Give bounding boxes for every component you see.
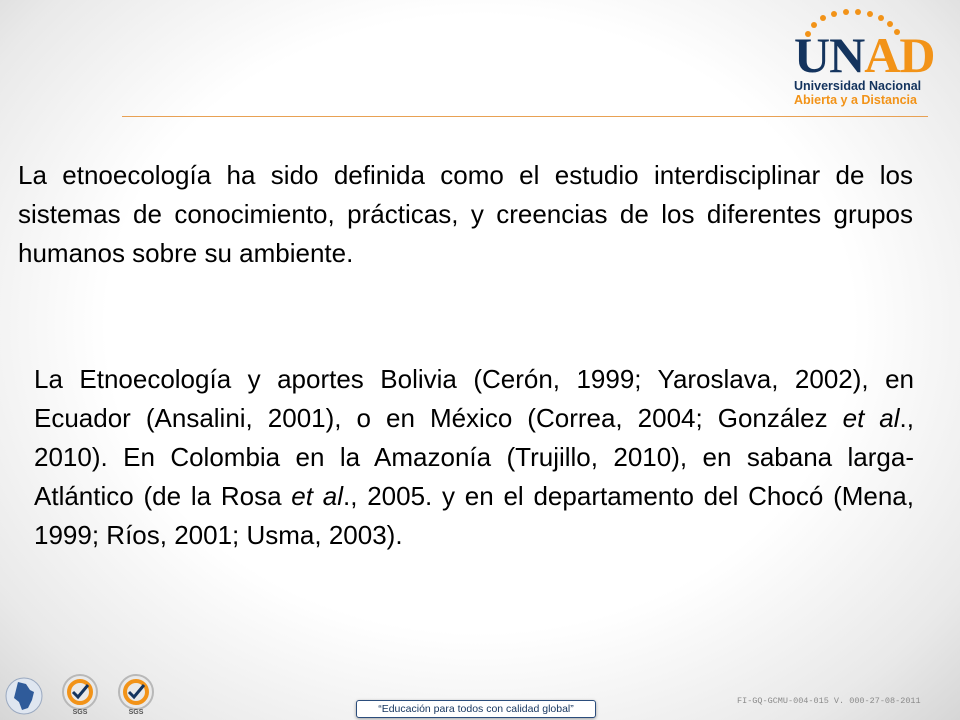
svg-text:SGS: SGS — [128, 709, 144, 716]
sgs-certification-seal-icon — [114, 672, 158, 716]
colombia-map-icon — [4, 674, 44, 716]
logo-wordmark — [794, 27, 935, 83]
paragraph-definition: La etnoecología ha sido definida como el estudio interdisciplinar de los sistemas de conocimiento, prácticas, y creencias de los diferentes grupos humanos sobre su ambiente. — [18, 160, 913, 268]
paragraph-references-part3: ., 2005. y en el departamento del Chocó (Mena, 1999; Ríos, 2001; Usma, 2003). — [34, 481, 914, 550]
paragraph-references-part1: La Etnoecología y aportes Bolivia (Cerón, 1999; Yaroslava, 2002), en Ecuador (Ansalini, 2001), o en México (Correa, 2004; González — [34, 364, 914, 433]
logo-line-2: Abierta y a Distancia — [794, 93, 917, 107]
footer-slogan: “Educación para todos con calidad global” — [356, 700, 596, 718]
document-code: FI-GQ-GCMU-004-015 V. 000-27-08-2011 — [737, 696, 921, 706]
header-divider — [122, 116, 928, 117]
unad-logo — [786, 4, 936, 108]
et-al-italic-1: et al — [842, 403, 900, 433]
logo-wordmark-un: UN — [794, 27, 865, 83]
svg-text:SGS: SGS — [72, 709, 88, 716]
sgs-certification-seal-icon — [58, 672, 102, 716]
logo-line-1: Universidad Nacional — [794, 79, 922, 93]
paragraph-references-part2: ., 2010). En Colombia en la Amazonía (Trujillo, 2010), en sabana larga- Atlántico (de la Rosa — [34, 403, 914, 511]
logo-wordmark-ad: AD — [864, 27, 935, 83]
paragraph-references — [34, 360, 914, 555]
et-al-italic-2: et al — [291, 481, 343, 511]
